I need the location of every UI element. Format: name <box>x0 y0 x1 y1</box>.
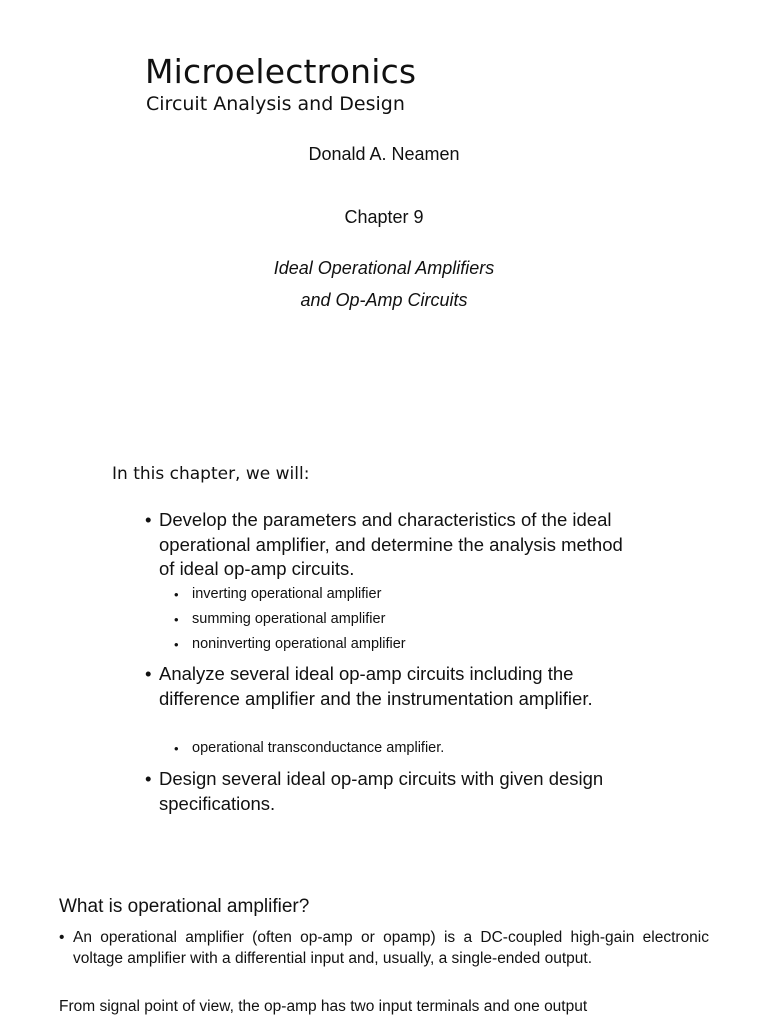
definition-paragraph: From signal point of view, the op-amp has two input terminals and one output <box>59 998 588 1015</box>
objective-item: • Analyze several ideal op-amp circuits including the difference amplifier and the instrumentation amplifier. <box>145 662 635 711</box>
book-subtitle: Circuit Analysis and Design <box>146 93 405 115</box>
objective-item: • Develop the parameters and characteristics of the ideal operational amplifier, and determine the analysis method of ideal op-amp circuits. <box>145 508 635 582</box>
objective-list-2 <box>145 662 635 711</box>
objective-subitem: • noninverting operational amplifier <box>174 632 594 657</box>
objective-item: • Design several ideal op-amp circuits with given design specifications. <box>145 767 665 816</box>
definition-bullet <box>59 927 709 969</box>
objective-subitem: • summing operational amplifier <box>174 607 594 632</box>
objectives-intro: In this chapter, we will: <box>112 464 310 484</box>
objective-list-3 <box>145 767 665 816</box>
objective-subitem: • operational transconductance amplifier. <box>174 736 594 761</box>
book-title: Microelectronics <box>145 52 417 91</box>
chapter-title-line-1: Ideal Operational Amplifiers <box>273 258 495 278</box>
section-heading: What is operational amplifier? <box>59 896 310 917</box>
objective-sublist-1 <box>174 582 594 657</box>
chapter-title-line-2: and Op-Amp Circuits <box>300 290 468 310</box>
objective-list-1 <box>145 508 635 582</box>
definition-bullet-text: • An operational amplifier (often op-amp or opamp) is a DC-coupled high-gain electronic voltage amplifier with a differential input and, usually, a single-ended output. <box>59 927 709 969</box>
objective-subitem: • inverting operational amplifier <box>174 582 594 607</box>
chapter-number: Chapter 9 <box>344 207 424 227</box>
objective-sublist-2 <box>174 736 594 761</box>
author-name: Donald A. Neamen <box>308 144 460 164</box>
